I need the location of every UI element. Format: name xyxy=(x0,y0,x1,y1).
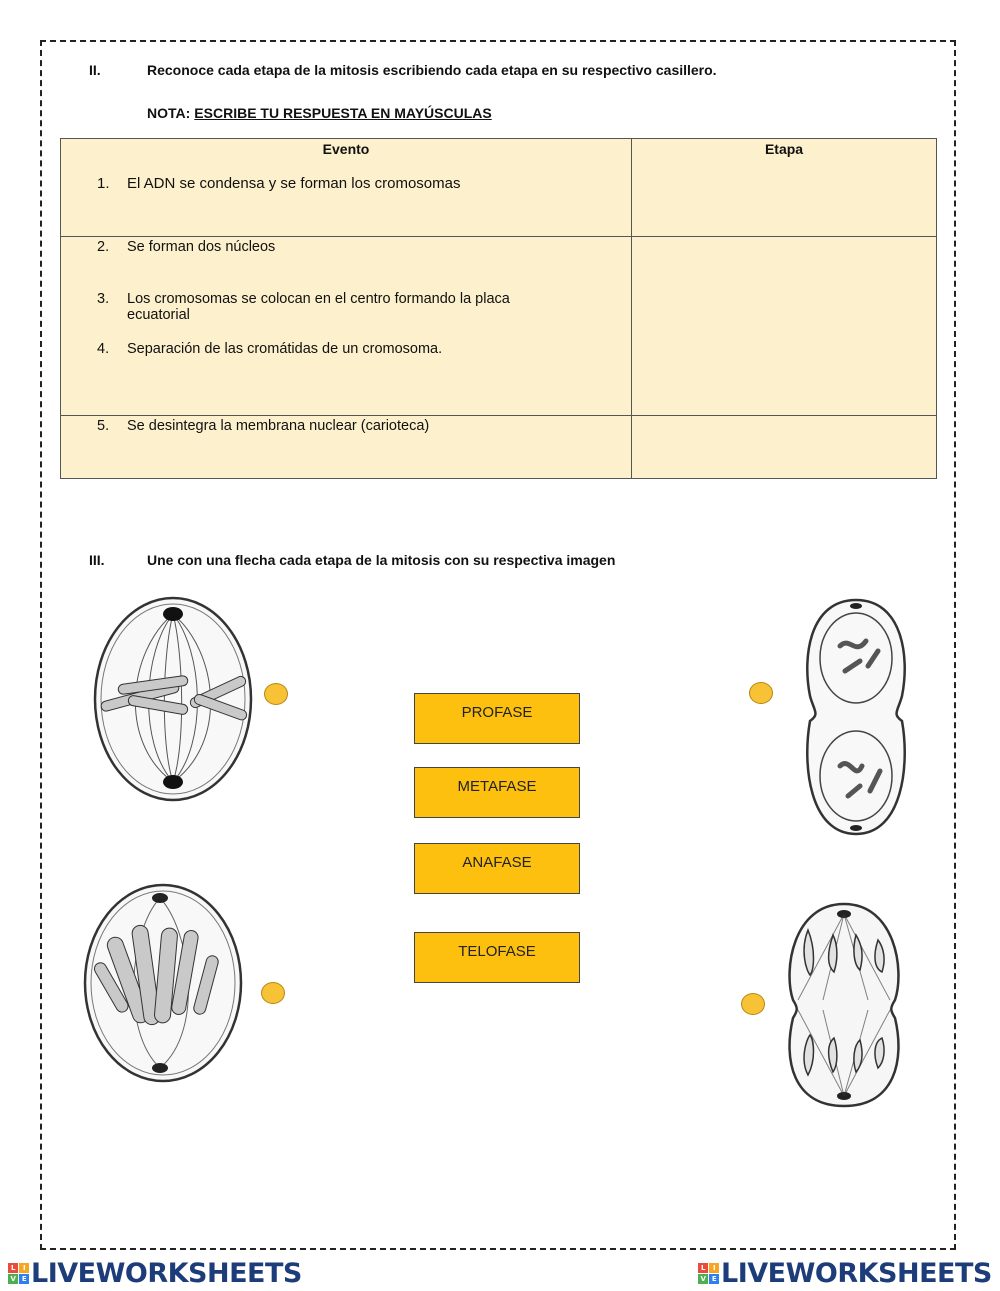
item-text: Los cromosomas se colocan en el centro formando la placa ecuatorial xyxy=(127,291,510,323)
logo-letter: V xyxy=(698,1274,708,1284)
answer-input-2[interactable] xyxy=(632,237,936,413)
nota-label: NOTA: xyxy=(147,105,191,121)
item-text: Se desintegra la membrana nuclear (carioteca) xyxy=(127,418,430,434)
footer-brand-left: LIVEWORKSHEETS xyxy=(31,1257,302,1289)
logo-letter: L xyxy=(698,1263,708,1273)
stage-box-metafase[interactable]: METAFASE xyxy=(414,767,580,818)
logo-letter: I xyxy=(19,1263,29,1273)
item-text: El ADN se condensa y se forman los cromosomas xyxy=(127,175,461,192)
etapa-cell-2 xyxy=(632,237,937,416)
item-number: 2. xyxy=(97,239,110,255)
stage-box-profase[interactable]: PROFASE xyxy=(414,693,580,744)
evento-cell-3 xyxy=(61,416,632,479)
events-table xyxy=(60,138,937,479)
logo-letter: E xyxy=(709,1274,719,1284)
match-dot-prophase-image[interactable] xyxy=(261,982,285,1004)
section-ii-instruction: Reconoce cada etapa de la mitosis escribiendo cada etapa en su respectivo casillero. xyxy=(147,62,717,78)
table-row xyxy=(61,175,631,192)
footer-brand-right: LIVEWORKSHEETS xyxy=(721,1257,992,1289)
nota xyxy=(147,105,492,121)
section-iii-number: III. xyxy=(89,552,105,568)
table-row xyxy=(61,418,631,434)
table-row xyxy=(61,291,527,323)
etapa-cell-3 xyxy=(632,416,937,479)
prophase-cell-image xyxy=(80,880,246,1086)
etapa-cell-1 xyxy=(632,139,937,237)
item-text: Se forman dos núcleos xyxy=(127,239,276,255)
stage-box-anafase[interactable]: ANAFASE xyxy=(414,843,580,894)
footer-logo-right[interactable] xyxy=(698,1259,992,1287)
table-row xyxy=(61,341,631,357)
footer-logo-left[interactable] xyxy=(8,1259,302,1287)
match-dot-metaphase-image[interactable] xyxy=(264,683,288,705)
item-number: 3. xyxy=(97,291,110,307)
col-etapa-header: Etapa xyxy=(764,141,804,157)
nota-text: ESCRIBE TU RESPUESTA EN MAYÚSCULAS xyxy=(194,105,492,121)
evento-cell-2 xyxy=(61,237,632,416)
metaphase-cell-image xyxy=(88,592,258,808)
answer-input-1[interactable] xyxy=(632,159,936,235)
logo-letter: E xyxy=(19,1274,29,1284)
item-number: 4. xyxy=(97,341,110,357)
stage-box-telofase[interactable]: TELOFASE xyxy=(414,932,580,983)
match-dot-telophase-image[interactable] xyxy=(749,682,773,704)
item-text: Separación de las cromátidas de un cromosoma. xyxy=(127,341,443,357)
logo-letter: L xyxy=(8,1263,18,1273)
evento-cell-1 xyxy=(61,139,632,237)
table-row xyxy=(61,239,631,255)
item-number: 1. xyxy=(97,175,110,192)
item-number: 5. xyxy=(97,418,110,434)
logo-icon xyxy=(8,1263,29,1284)
section-iii-instruction: Une con una flecha cada etapa de la mitosis con su respectiva imagen xyxy=(147,552,616,568)
col-evento-header: Evento xyxy=(322,141,370,157)
anaphase-cell-image xyxy=(778,900,910,1110)
section-ii-number: II. xyxy=(89,62,101,78)
logo-letter: V xyxy=(8,1274,18,1284)
telophase-cell-image xyxy=(800,596,912,838)
answer-input-3[interactable] xyxy=(632,416,936,476)
logo-letter: I xyxy=(709,1263,719,1273)
match-dot-anaphase-image[interactable] xyxy=(741,993,765,1015)
logo-icon xyxy=(698,1263,719,1284)
